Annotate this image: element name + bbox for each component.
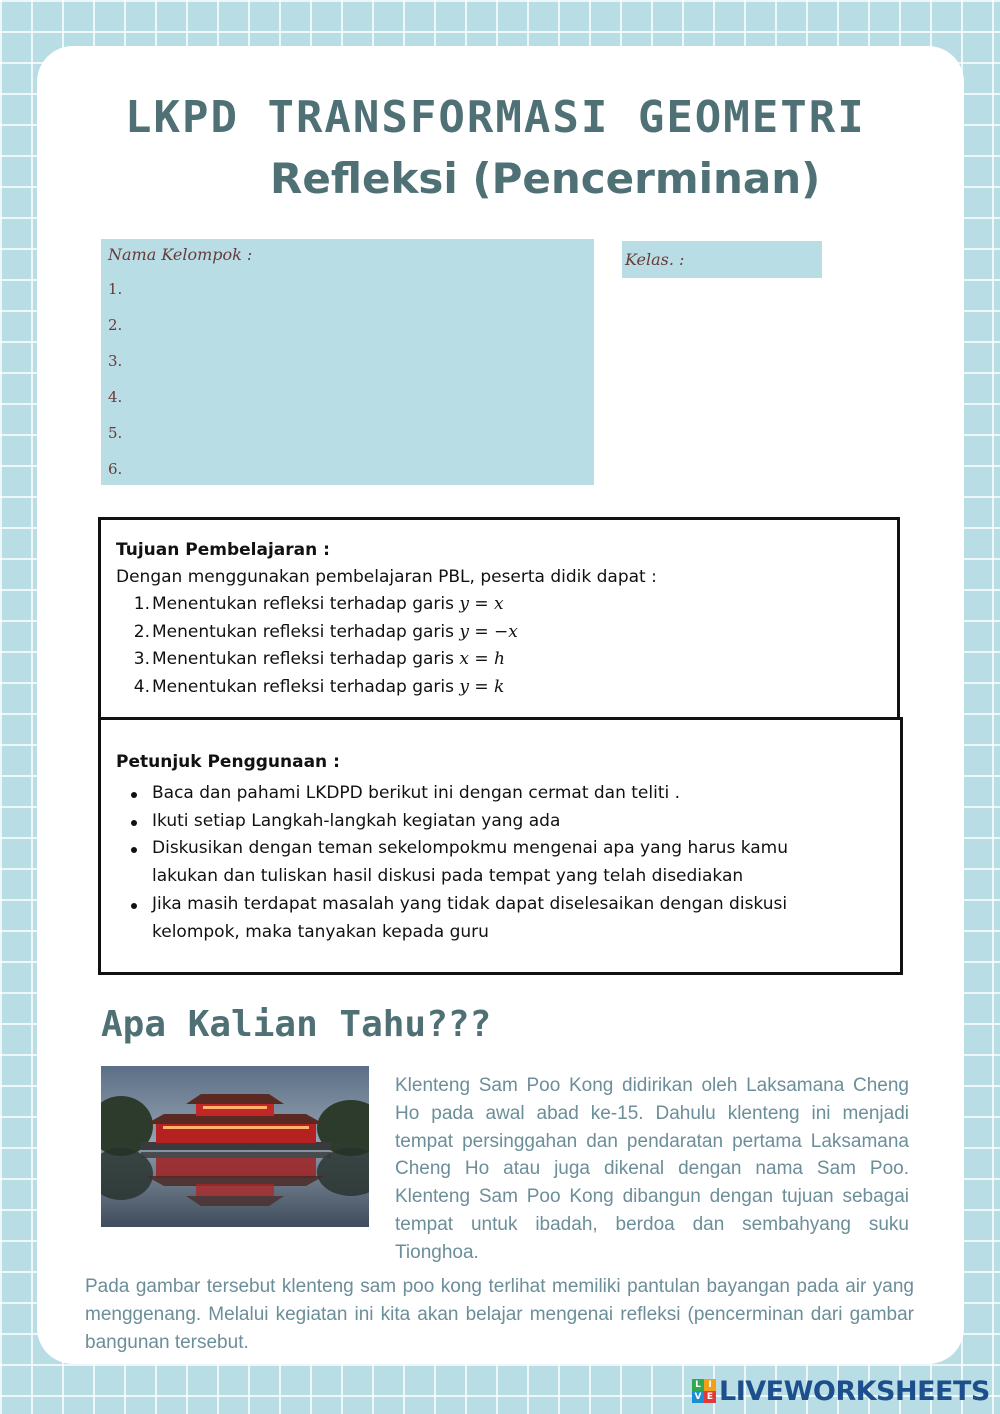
objective-item: 2. Menentukan refleksi terhadap garis y = −x: [133, 621, 518, 642]
liveworksheets-logo[interactable]: [692, 1376, 990, 1406]
class-field[interactable]: [622, 241, 822, 278]
group-member-row[interactable]: 1.: [108, 280, 123, 298]
objectives-heading: Tujuan Pembelajaran :: [116, 540, 330, 560]
group-name-box[interactable]: [101, 239, 594, 485]
class-label: Kelas. :: [625, 250, 685, 269]
instruction-item: Baca dan pahami LKDPD berikut ini dengan cermat dan teliti .: [116, 780, 846, 808]
instruction-item: Ikuti setiap Langkah-langkah kegiatan yang ada: [116, 808, 846, 836]
group-member-list: [108, 280, 122, 496]
temple-reflection-photo: [101, 1066, 369, 1227]
learning-objectives-box: [98, 517, 900, 719]
liveworksheets-brand: LIVEWORKSHEETS: [719, 1375, 990, 1407]
instruction-item: Diskusikan dengan teman sekelompokmu mengenai apa yang harus kamu lakukan dan tuliskan hasil diskusi pada tempat yang telah disediakan: [116, 835, 846, 890]
group-member-row[interactable]: 2.: [108, 316, 123, 334]
group-member-row[interactable]: 5.: [108, 424, 123, 442]
objectives-intro: Dengan menggunakan pembelajaran PBL, peserta didik dapat :: [116, 567, 657, 587]
objectives-list: [116, 594, 518, 704]
objective-item: 1. Menentukan refleksi terhadap garis y = x: [133, 594, 504, 614]
liveworksheets-icon: L I V E: [692, 1379, 716, 1403]
reflection-intro-paragraph: Pada gambar tersebut klenteng sam poo kong terlihat memiliki pantulan bayangan pada air yang menggenang. Melalui kegiatan ini kita akan belajar mengenai refleksi (pencerminan dari gambar bangunan tersebut.: [85, 1276, 914, 1353]
group-member-row[interactable]: 4.: [108, 388, 123, 406]
group-member-row[interactable]: 3.: [108, 352, 123, 370]
group-name-label: Nama Kelompok :: [108, 245, 253, 264]
instructions-list: [116, 780, 846, 946]
worksheet-subtitle: Refleksi (Pencerminan): [270, 154, 821, 203]
temple-history-paragraph: Klenteng Sam Poo Kong didirikan oleh Laksamana Cheng Ho pada awal abad ke-15. Dahulu klenteng ini menjadi tempat persinggahan dan pendaratan pertama Laksamana Cheng Ho atau juga dikenal dengan nama Sam Poo. Klenteng Sam Poo Kong dibangun dengan tujuan sebagai tempat untuk ibadah, berdoa dan sembahyang suku Tionghoa.: [395, 1075, 909, 1263]
objective-item: 3. Menentukan refleksi terhadap garis x = h: [133, 649, 505, 669]
instructions-heading: Petunjuk Penggunaan :: [116, 752, 340, 772]
instructions-box: [98, 717, 903, 975]
did-you-know-title: Apa Kalian Tahu???: [101, 1004, 492, 1045]
group-member-row[interactable]: 6.: [108, 460, 123, 478]
objective-item: 4. Menentukan refleksi terhadap garis y = k: [133, 676, 505, 697]
instruction-item: Jika masih terdapat masalah yang tidak dapat diselesaikan dengan diskusi kelompok, maka tanyakan kepada guru: [116, 891, 846, 946]
worksheet-title: LKPD TRANSFORMASI GEOMETRI: [125, 92, 866, 143]
